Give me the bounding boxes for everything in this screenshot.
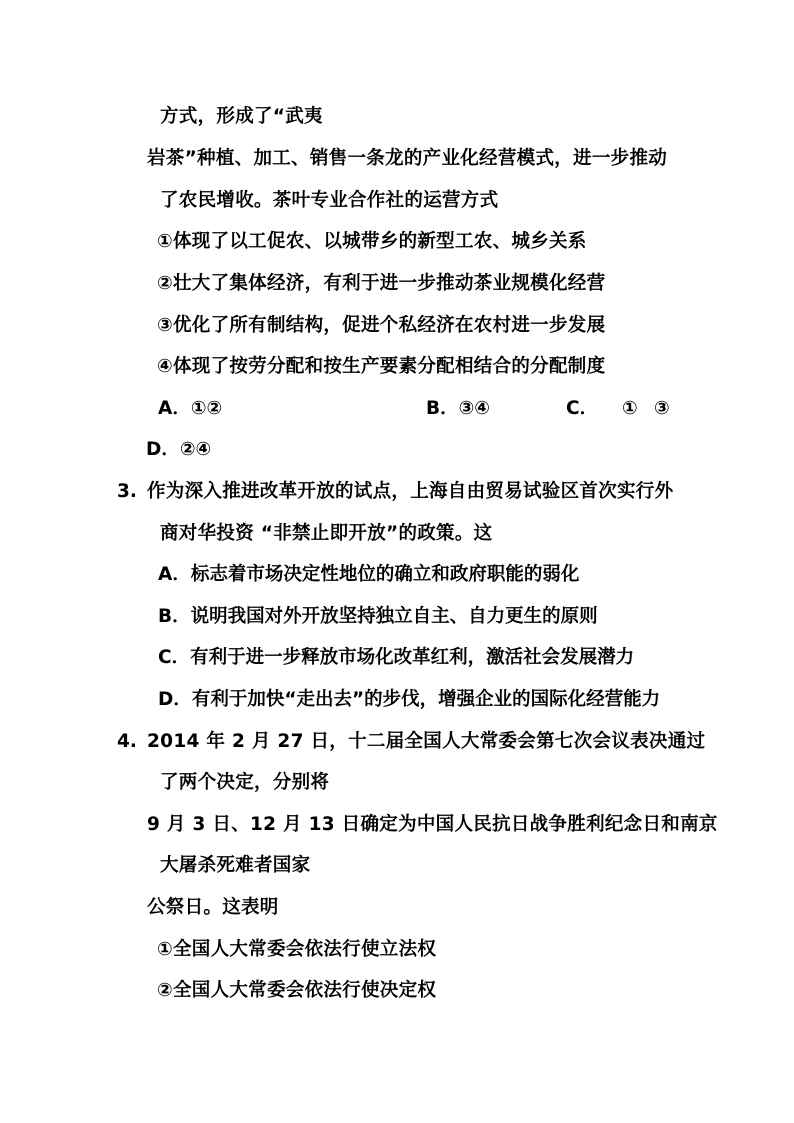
q2-option-c-letter: C． <box>566 398 599 419</box>
q2-statement-3: ③优化了所有制结构，促进个私经济在农村进一步发展 <box>157 315 606 336</box>
q4-stem-line-4: 大屠杀死难者国家 <box>160 855 311 876</box>
q3-option-b: B．说明我国对外开放坚持独立自主、自力更生的原则 <box>158 606 598 627</box>
q3-number: 3. <box>117 481 137 502</box>
q2-option-c-choice-2: ③ <box>654 398 670 419</box>
q4-stem-line-2: 了两个决定，分别将 <box>160 772 330 793</box>
q2-statement-1: ①体现了以工促农、以城带乡的新型工农、城乡关系 <box>157 231 587 252</box>
q3-stem-line-1: 作为深入推进改革开放的试点，上海自由贸易试验区首次实行外 <box>147 481 674 502</box>
q2-statement-2: ②壮大了集体经济，有利于进一步推动茶业规模化经营 <box>157 273 606 294</box>
q4-statement-2: ②全国人大常委会依法行使决定权 <box>157 980 437 1001</box>
q2-option-b: B．③④ <box>426 398 490 419</box>
q2-option-c-choice-1: ① <box>622 398 638 419</box>
q3-stem-line-2: 商对华投资 “非禁止即开放”的政策。这 <box>160 523 493 544</box>
q4-stem-line-3: 9 月 3 日、12 月 13 日确定为中国人民抗日战争胜利纪念日和南京 <box>147 814 718 835</box>
q2-option-a: A．①② <box>158 398 223 419</box>
q2-stem-line-2: 岩茶”种植、加工、销售一条龙的产业化经营模式，进一步推动 <box>147 148 668 169</box>
q4-number: 4. <box>117 731 137 752</box>
q4-stem-line-5: 公祭日。这表明 <box>147 897 279 918</box>
q2-stem-line-1: 方式，形成了“武夷 <box>160 106 323 127</box>
q4-stem-line-1: 2014 年 2 月 27 日，十二届全国人大常委会第七次会议表决通过 <box>147 731 706 752</box>
q3-option-c: C．有利于进一步释放市场化改革红利，激活社会发展潜力 <box>158 647 635 668</box>
q2-stem-line-3: 了农民增收。茶叶专业合作社的运营方式 <box>160 190 499 211</box>
q4-statement-1: ①全国人大常委会依法行使立法权 <box>157 939 437 960</box>
q2-statement-4: ④体现了按劳分配和按生产要素分配相结合的分配制度 <box>157 356 606 377</box>
q3-option-a: A．标志着市场决定性地位的确立和政府职能的弱化 <box>158 564 580 585</box>
q3-option-d: D．有利于加快“走出去”的步伐，增强企业的国际化经营能力 <box>158 689 661 710</box>
q2-option-d: D．②④ <box>146 439 212 460</box>
